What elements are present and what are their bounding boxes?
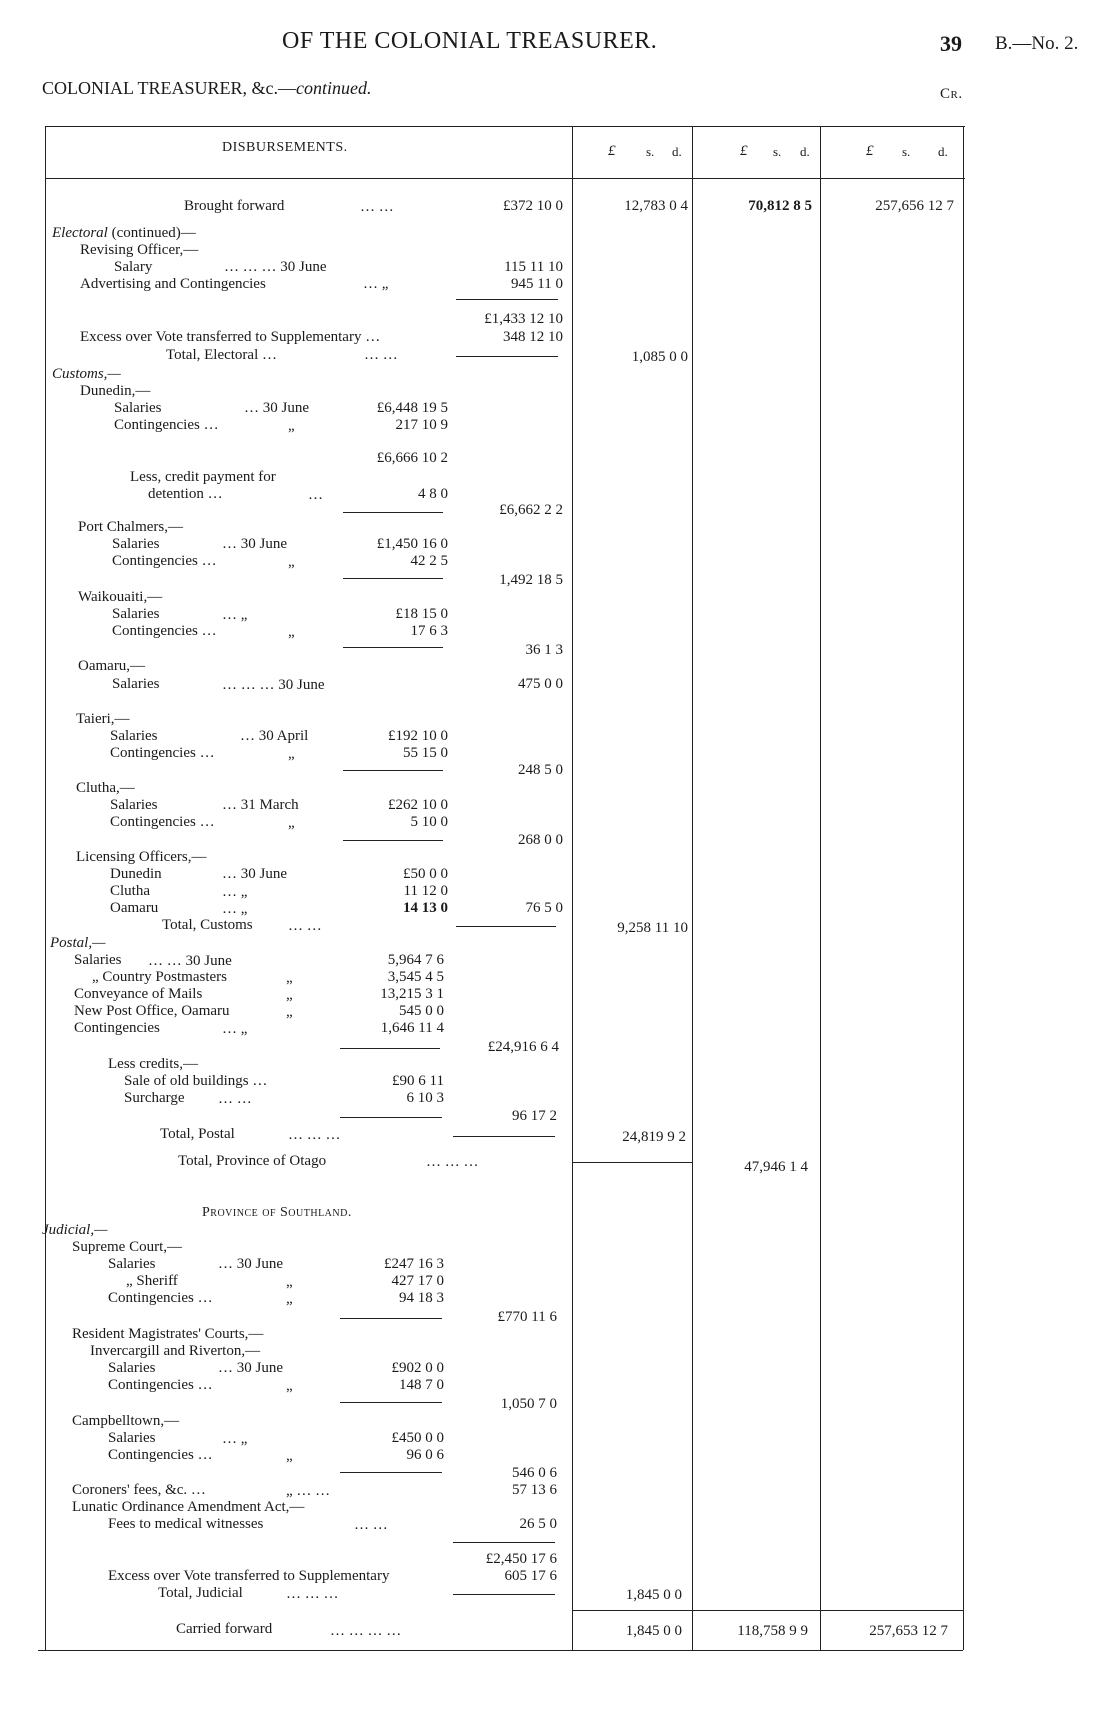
amount-detail: £6,448 19 5: [376, 400, 448, 416]
amount-detail: £192 10 0: [388, 728, 448, 744]
line-label: Contingencies …: [112, 553, 217, 569]
line-dots: … …: [354, 1517, 388, 1533]
line-label: Salaries: [110, 728, 158, 744]
amount-subtotal: 96 17 2: [512, 1108, 557, 1124]
amount-subtotal: £1,433 12 10: [484, 311, 563, 327]
amount-subtotal: 945 11 0: [511, 276, 563, 292]
line-dots: … 30 June: [218, 1256, 283, 1272]
pence-heading: d.: [672, 144, 682, 159]
line-label: Contingencies …: [108, 1290, 213, 1306]
disbursements-heading: DISBURSEMENTS.: [222, 140, 348, 155]
sum-rule: [572, 1162, 692, 1163]
sum-rule: [340, 1117, 442, 1118]
line-dots: … 30 April: [240, 728, 309, 744]
subsection-heading: Campbelltown,—: [72, 1413, 180, 1429]
amount-detail: 17 6 3: [410, 623, 448, 639]
amount-detail: 5,964 7 6: [387, 952, 444, 968]
sum-rule: [340, 1318, 442, 1319]
line-label: Total, Judicial: [158, 1585, 243, 1601]
line-label: Conveyance of Mails: [74, 986, 203, 1002]
line-label: Contingencies …: [114, 417, 219, 433]
line-dots: … …: [218, 1091, 252, 1107]
amount-detail: £90 6 11: [392, 1073, 444, 1089]
line-dots: … … …: [426, 1154, 479, 1170]
line-dots: „: [286, 1004, 293, 1020]
line-dots: … 30 June: [222, 536, 287, 552]
line-dots: „: [286, 1274, 293, 1290]
subsection-heading: Oamaru,—: [78, 658, 146, 674]
line-label: Salaries: [108, 1256, 156, 1272]
document-reference: B.—No. 2.: [995, 33, 1079, 54]
amount-subtotal: 1,492 18 5: [499, 572, 563, 588]
table-left-border: [45, 126, 46, 1650]
line-label: Contingencies: [74, 1020, 160, 1036]
shilling-heading: s.: [646, 144, 655, 159]
amount-subtotal: 546 0 6: [512, 1465, 557, 1481]
category-heading: Postal,—: [50, 935, 106, 951]
subsection-heading: Taieri,—: [76, 711, 130, 727]
amount-subtotal: 475 0 0: [518, 676, 563, 692]
line-label: Contingencies …: [108, 1377, 213, 1393]
amount-province: 118,758 9 9: [737, 1623, 808, 1639]
line-label: Less, credit payment for: [130, 469, 276, 485]
line-label: Salaries: [110, 797, 158, 813]
line-dots: … „: [222, 901, 248, 917]
subsection-heading: Invercargill and Riverton,—: [90, 1343, 261, 1359]
amount-detail: 42 2 5: [410, 553, 448, 569]
subsection-heading: Dunedin,—: [80, 383, 151, 399]
amount-detail: 13,215 3 1: [380, 986, 444, 1002]
line-label: New Post Office, Oamaru: [74, 1003, 230, 1019]
amount-detail: 5 10 0: [410, 814, 448, 830]
category-heading: Electoral (continued)—: [52, 225, 196, 241]
amount-grand: 257,656 12 7: [875, 198, 954, 214]
amount-total: 24,819 9 2: [622, 1129, 686, 1145]
sum-rule: [453, 1594, 555, 1595]
line-label: Contingencies …: [112, 623, 217, 639]
line-dots: …: [308, 487, 323, 503]
line-label: Carried forward: [176, 1621, 273, 1637]
amount-detail: 6 10 3: [406, 1090, 444, 1106]
sum-rule: [340, 1472, 442, 1473]
line-label: Contingencies …: [110, 814, 215, 830]
line-label: Dunedin: [110, 866, 162, 882]
amount-detail: £247 16 3: [384, 1256, 444, 1272]
amount-total: 9,258 11 10: [617, 920, 688, 936]
amount-subtotal: 115 11 10: [504, 259, 563, 275]
line-dots: „: [288, 624, 295, 640]
line-label: Brought forward: [184, 198, 285, 214]
table-bottom-rule: [38, 1650, 963, 1651]
line-dots: „: [288, 746, 295, 762]
line-label: „ Country Postmasters: [92, 969, 227, 985]
subsection-heading: Clutha,—: [76, 780, 135, 796]
sum-rule: [456, 356, 558, 357]
pence-heading: d.: [938, 144, 948, 159]
amount-subtotal: 76 5 0: [525, 900, 563, 916]
line-dots: „: [286, 987, 293, 1003]
line-label: Contingencies …: [108, 1447, 213, 1463]
category-heading: Customs,—: [52, 366, 121, 382]
line-label: Lunatic Ordinance Amendment Act,—: [72, 1499, 305, 1515]
amount-total: 1,845 0 0: [625, 1623, 682, 1639]
amount-total: 1,845 0 0: [625, 1587, 682, 1603]
amount-detail: £6,666 10 2: [376, 450, 448, 466]
amount-detail: 1,646 11 4: [380, 1020, 444, 1036]
amount-detail: £262 10 0: [388, 797, 448, 813]
subsection-heading: Waikouaiti,—: [78, 589, 163, 605]
line-label: Salaries: [112, 536, 160, 552]
amount-subtotal: 248 5 0: [518, 762, 563, 778]
amount-subtotal: 36 1 3: [525, 642, 563, 658]
sum-rule: [343, 647, 443, 648]
line-label: Total, Customs: [162, 917, 253, 933]
table-head-rule: [45, 178, 965, 179]
amount-subtotal: 605 17 6: [504, 1568, 557, 1584]
section-subtitle: COLONIAL TREASURER, &c.—continued.: [42, 78, 372, 98]
subsection-heading: Supreme Court,—: [72, 1239, 182, 1255]
amount-subtotal: £6,662 2 2: [499, 502, 563, 518]
line-label: Oamaru: [110, 900, 159, 916]
subsection-heading: Licensing Officers,—: [76, 849, 207, 865]
line-dots: … … 30 June: [148, 953, 232, 969]
amount-province: 70,812 8 5: [748, 198, 812, 214]
subsection-heading: Resident Magistrates' Courts,—: [72, 1326, 264, 1342]
amount-detail: £1,450 16 0: [376, 536, 448, 552]
amount-subtotal: £372 10 0: [503, 198, 563, 214]
pence-heading: d.: [800, 144, 810, 159]
line-dots: … …: [288, 918, 322, 934]
line-dots: „ … …: [286, 1483, 331, 1499]
line-label: Salaries: [112, 606, 160, 622]
line-dots: … … … …: [330, 1623, 402, 1639]
column-divider-3: [820, 126, 821, 1650]
sum-rule: [343, 840, 443, 841]
amount-province: 47,946 1 4: [744, 1159, 808, 1175]
line-dots: … „: [363, 276, 389, 292]
line-dots: … … … 30 June: [222, 677, 325, 693]
amount-subtotal: 1,050 7 0: [500, 1396, 557, 1412]
amount-detail: 3,545 4 5: [387, 969, 444, 985]
line-label: Less credits,—: [108, 1056, 198, 1072]
line-label: Salaries: [114, 400, 162, 416]
amount-total: 1,085 0 0: [631, 349, 688, 365]
table-right-border: [963, 126, 964, 1650]
amount-detail: £50 0 0: [403, 866, 448, 882]
line-dots: … 30 June: [222, 866, 287, 882]
amount-subtotal: 57 13 6: [512, 1482, 557, 1498]
line-dots: „: [286, 1378, 293, 1394]
line-dots: … „: [222, 607, 248, 623]
sum-rule: [340, 1402, 442, 1403]
amount-detail: £902 0 0: [391, 1360, 444, 1376]
amount-detail: 55 15 0: [403, 745, 448, 761]
amount-subtotal: 348 12 10: [503, 329, 563, 345]
amount-detail: 14 13 0: [403, 900, 448, 916]
line-label: Total, Electoral …: [166, 347, 277, 363]
line-dots: … 31 March: [222, 797, 299, 813]
amount-detail: 4 8 0: [418, 486, 448, 502]
line-dots: „: [286, 970, 293, 986]
amount-detail: £18 15 0: [395, 606, 448, 622]
column-divider-2: [692, 126, 693, 1650]
sum-rule: [456, 299, 558, 300]
table-top-rule: [45, 126, 965, 127]
line-label: detention …: [148, 486, 223, 502]
amount-subtotal: 26 5 0: [519, 1516, 557, 1532]
line-dots: … …: [364, 347, 398, 363]
line-label: Contingencies …: [110, 745, 215, 761]
column-divider-1: [572, 126, 573, 1650]
line-dots: „: [288, 418, 295, 434]
amount-detail: 94 18 3: [399, 1290, 444, 1306]
pound-heading: £: [608, 143, 616, 159]
sum-rule: [456, 926, 556, 927]
line-dots: „: [286, 1291, 293, 1307]
line-dots: … „: [222, 1021, 248, 1037]
amount-detail: 96 0 6: [406, 1447, 444, 1463]
line-label: Excess over Vote transferred to Supplementary …: [80, 329, 381, 345]
amount-total: 12,783 0 4: [624, 198, 688, 214]
line-dots: … „: [222, 1431, 248, 1447]
sum-rule: [340, 1048, 440, 1049]
line-dots: „: [288, 815, 295, 831]
amount-detail: £450 0 0: [391, 1430, 444, 1446]
line-label: Excess over Vote transferred to Supplementary: [108, 1568, 390, 1584]
line-label: Surcharge: [124, 1090, 185, 1106]
line-label: Fees to medical witnesses: [108, 1516, 264, 1532]
amount-detail: 148 7 0: [399, 1377, 444, 1393]
line-dots: … „: [222, 884, 248, 900]
shilling-heading: s.: [773, 144, 782, 159]
line-label: Salaries: [108, 1360, 156, 1376]
line-label: Sale of old buildings …: [124, 1073, 268, 1089]
category-heading: Judicial,—: [42, 1222, 108, 1238]
line-dots: … … …: [288, 1127, 341, 1143]
credit-side-marker: Cr.: [940, 86, 963, 102]
sum-rule: [343, 770, 443, 771]
section-heading: Province of Southland.: [202, 1205, 352, 1220]
line-label: Clutha: [110, 883, 150, 899]
line-dots: … … … 30 June: [224, 259, 327, 275]
line-dots: … 30 June: [218, 1360, 283, 1376]
line-label: Total, Province of Otago: [178, 1153, 327, 1169]
amount-detail: 545 0 0: [399, 1003, 444, 1019]
line-dots: … …: [360, 199, 394, 215]
pound-heading: £: [740, 143, 748, 159]
sum-rule: [453, 1136, 555, 1137]
pound-heading: £: [866, 143, 874, 159]
amount-subtotal: £2,450 17 6: [485, 1551, 557, 1567]
amount-subtotal: £24,916 6 4: [487, 1039, 559, 1055]
page-number: 39: [940, 31, 962, 56]
amount-detail: 217 10 9: [395, 417, 448, 433]
line-label: Salaries: [74, 952, 122, 968]
line-label: Advertising and Contingencies: [80, 276, 266, 292]
subsection-heading: Port Chalmers,—: [78, 519, 183, 535]
line-dots: … … …: [286, 1586, 339, 1602]
line-label: „ Sheriff: [126, 1273, 178, 1289]
amount-subtotal: 268 0 0: [518, 832, 563, 848]
amount-subtotal: £770 11 6: [497, 1309, 557, 1325]
line-label: Coroners' fees, &c. …: [72, 1482, 206, 1498]
line-label: Total, Postal: [160, 1126, 235, 1142]
line-label: Salaries: [112, 676, 160, 692]
sum-rule: [343, 512, 443, 513]
page-title: OF THE COLONIAL TREASURER.: [282, 28, 658, 54]
line-dots: … 30 June: [244, 400, 309, 416]
line-label: Salaries: [108, 1430, 156, 1446]
line-label: Salary: [114, 259, 153, 275]
sum-rule: [343, 578, 443, 579]
amount-grand: 257,653 12 7: [869, 1623, 948, 1639]
line-dots: „: [288, 554, 295, 570]
carried-forward-rule: [572, 1610, 963, 1611]
subsection-heading: Revising Officer,—: [80, 242, 199, 258]
sum-rule: [453, 1542, 555, 1543]
shilling-heading: s.: [902, 144, 911, 159]
amount-detail: 11 12 0: [403, 883, 448, 899]
amount-detail: 427 17 0: [391, 1273, 444, 1289]
line-dots: „: [286, 1448, 293, 1464]
